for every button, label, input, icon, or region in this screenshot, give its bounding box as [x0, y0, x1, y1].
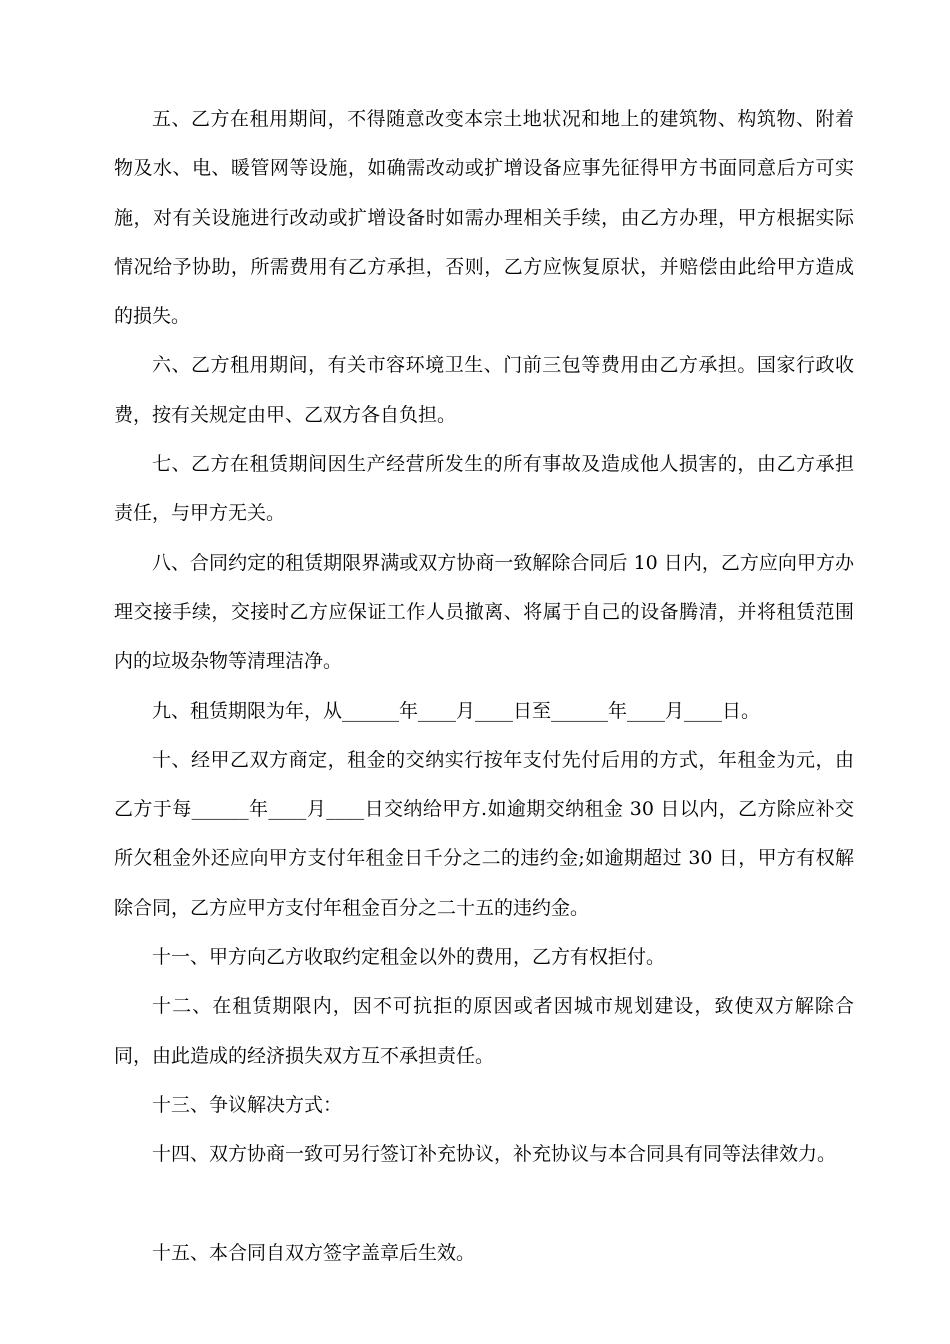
clause-11: 十一、甲方向乙方收取约定租金以外的费用，乙方有权拒付。 [152, 946, 666, 969]
clause-15: 十五、本合同自双方签字盖章后生效。 [152, 1241, 476, 1264]
clause-5: 五、乙方在租用期间，不得随意改变本宗土地状况和地上的建筑物、构筑物、附着物及水、电、暖管网等设施，如确需改动或扩增设备应事先征得甲方书面同意后方可实施，对有关设施进行改动或扩增设备时如需办理相关手续，由乙方办理，甲方根据实际情况给予协助，所需费用有乙方承担，否则，乙方应恢复原状，并赔偿由此给甲方造成的损失。 [114, 108, 854, 328]
clause-9: 九、租赁期限为年，从______年____月____日至______年____月____日。 [152, 699, 761, 722]
clause-10: 十、经甲乙双方商定，租金的交纳实行按年支付先付后用的方式，年租金为元，由乙方于每______年____月____日交纳给甲方.如逾期交纳租金 30 日以内，乙方除应补交所欠租金外还应向甲方支付年租金日千分之二的违约金;如逾期超过 30 日，甲方有权解除合同，乙方应甲方支付年租金百分之二十五的违约金。 [114, 748, 854, 919]
clause-14: 十四、双方协商一致可另行签订补充协议，补充协议与本合同具有同等法律效力。 [152, 1143, 837, 1166]
contract-body [114, 95, 854, 1278]
clause-7: 七、乙方在租赁期间因生产经营所发生的所有事故及造成他人损害的，由乙方承担责任，与甲方无关。 [114, 453, 854, 525]
clause-12: 十二、在租赁期限内，因不可抗拒的原因或者因城市规划建设，致使双方解除合同，由此造成的经济损失双方互不承担责任。 [114, 995, 854, 1067]
clause-8: 八、合同约定的租赁期限界满或双方协商一致解除合同后 10 日内，乙方应向甲方办理交接手续，交接时乙方应保证工作人员撤离、将属于自己的设备腾清，并将租赁范围内的垃圾杂物等清理洁净。 [114, 551, 854, 673]
clause-6: 六、乙方租用期间，有关市容环境卫生、门前三包等费用由乙方承担。国家行政收费，按有关规定由甲、乙双方各自负担。 [114, 354, 854, 426]
clause-13: 十三、争议解决方式： [152, 1093, 343, 1116]
blank-spacer [114, 1180, 854, 1229]
